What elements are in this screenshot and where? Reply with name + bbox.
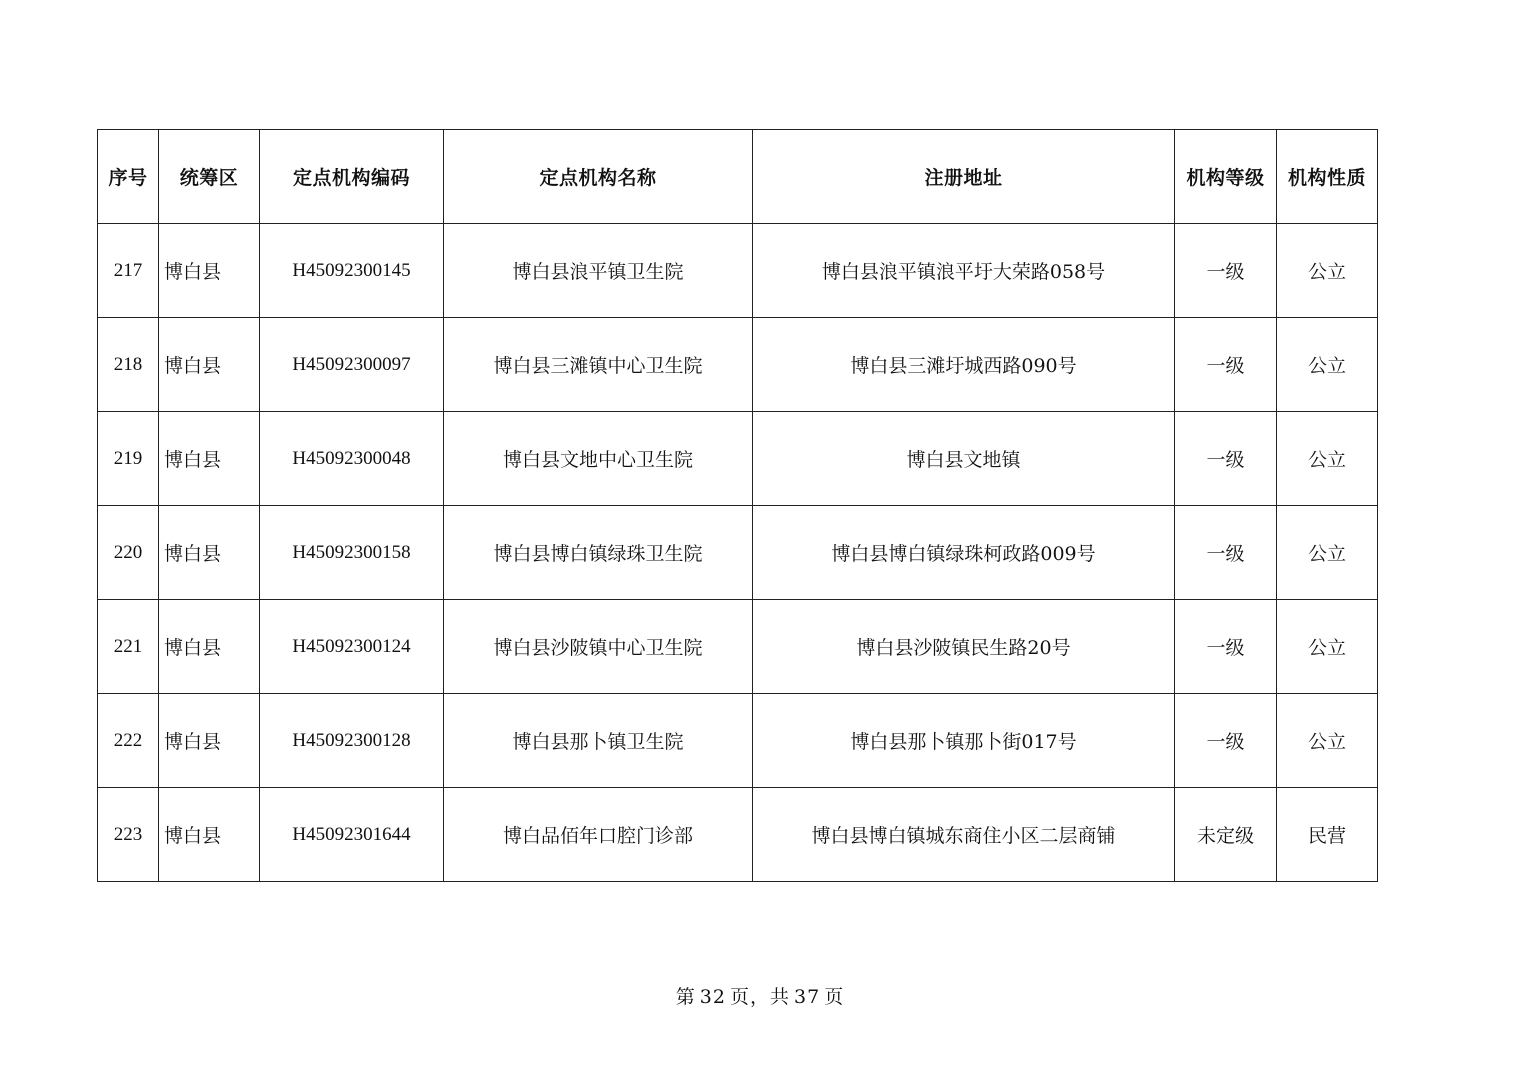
header-nature: 机构性质 xyxy=(1277,130,1378,224)
cell-nature: 公立 xyxy=(1277,600,1378,694)
cell-address: 博白县三滩圩城西路090号 xyxy=(753,318,1175,412)
header-address: 注册地址 xyxy=(753,130,1175,224)
cell-district: 博白县 xyxy=(159,224,260,318)
cell-code: H45092300124 xyxy=(260,600,444,694)
footer-prefix: 第 xyxy=(675,986,696,1008)
cell-district: 博白县 xyxy=(159,694,260,788)
cell-nature: 公立 xyxy=(1277,224,1378,318)
table-header-row xyxy=(98,130,1378,224)
cell-address: 博白县博白镇绿珠柯政路009号 xyxy=(753,506,1175,600)
table-row xyxy=(98,694,1378,788)
cell-level: 一级 xyxy=(1175,694,1277,788)
cell-level: 一级 xyxy=(1175,224,1277,318)
table-row xyxy=(98,600,1378,694)
cell-level: 一级 xyxy=(1175,318,1277,412)
cell-seq: 217 xyxy=(98,224,159,318)
cell-address: 博白县文地镇 xyxy=(753,412,1175,506)
cell-address: 博白县浪平镇浪平圩大荣路058号 xyxy=(753,224,1175,318)
cell-district: 博白县 xyxy=(159,788,260,882)
cell-address: 博白县那卜镇那卜街017号 xyxy=(753,694,1175,788)
cell-address: 博白县博白镇城东商住小区二层商铺 xyxy=(753,788,1175,882)
footer-current-page: 32 xyxy=(699,986,726,1008)
cell-level: 一级 xyxy=(1175,506,1277,600)
cell-seq: 223 xyxy=(98,788,159,882)
cell-code: H45092300145 xyxy=(260,224,444,318)
cell-code: H45092301644 xyxy=(260,788,444,882)
page-footer xyxy=(0,982,1520,1009)
cell-seq: 218 xyxy=(98,318,159,412)
cell-code: H45092300158 xyxy=(260,506,444,600)
cell-address: 博白县沙陂镇民生路20号 xyxy=(753,600,1175,694)
table-row xyxy=(98,224,1378,318)
cell-code: H45092300128 xyxy=(260,694,444,788)
cell-name: 博白县文地中心卫生院 xyxy=(444,412,753,506)
table-row xyxy=(98,788,1378,882)
header-level: 机构等级 xyxy=(1175,130,1277,224)
cell-name: 博白县沙陂镇中心卫生院 xyxy=(444,600,753,694)
table-row xyxy=(98,318,1378,412)
footer-total-pages: 37 xyxy=(794,986,821,1008)
institution-table xyxy=(97,129,1378,882)
header-seq: 序号 xyxy=(98,130,159,224)
cell-seq: 219 xyxy=(98,412,159,506)
cell-level: 一级 xyxy=(1175,600,1277,694)
cell-level: 一级 xyxy=(1175,412,1277,506)
cell-seq: 221 xyxy=(98,600,159,694)
cell-nature: 民营 xyxy=(1277,788,1378,882)
cell-level: 未定级 xyxy=(1175,788,1277,882)
header-name: 定点机构名称 xyxy=(444,130,753,224)
cell-code: H45092300048 xyxy=(260,412,444,506)
cell-district: 博白县 xyxy=(159,412,260,506)
cell-name: 博白县三滩镇中心卫生院 xyxy=(444,318,753,412)
cell-seq: 222 xyxy=(98,694,159,788)
cell-name: 博白县博白镇绿珠卫生院 xyxy=(444,506,753,600)
cell-district: 博白县 xyxy=(159,506,260,600)
footer-suffix: 页 xyxy=(824,986,845,1008)
header-district: 统筹区 xyxy=(159,130,260,224)
cell-district: 博白县 xyxy=(159,600,260,694)
cell-nature: 公立 xyxy=(1277,318,1378,412)
footer-mid: 页，共 xyxy=(729,986,790,1008)
cell-nature: 公立 xyxy=(1277,506,1378,600)
table-row xyxy=(98,506,1378,600)
cell-name: 博白县那卜镇卫生院 xyxy=(444,694,753,788)
cell-name: 博白品佰年口腔门诊部 xyxy=(444,788,753,882)
cell-nature: 公立 xyxy=(1277,694,1378,788)
table-row xyxy=(98,412,1378,506)
cell-name: 博白县浪平镇卫生院 xyxy=(444,224,753,318)
cell-district: 博白县 xyxy=(159,318,260,412)
cell-seq: 220 xyxy=(98,506,159,600)
cell-code: H45092300097 xyxy=(260,318,444,412)
header-code: 定点机构编码 xyxy=(260,130,444,224)
cell-nature: 公立 xyxy=(1277,412,1378,506)
